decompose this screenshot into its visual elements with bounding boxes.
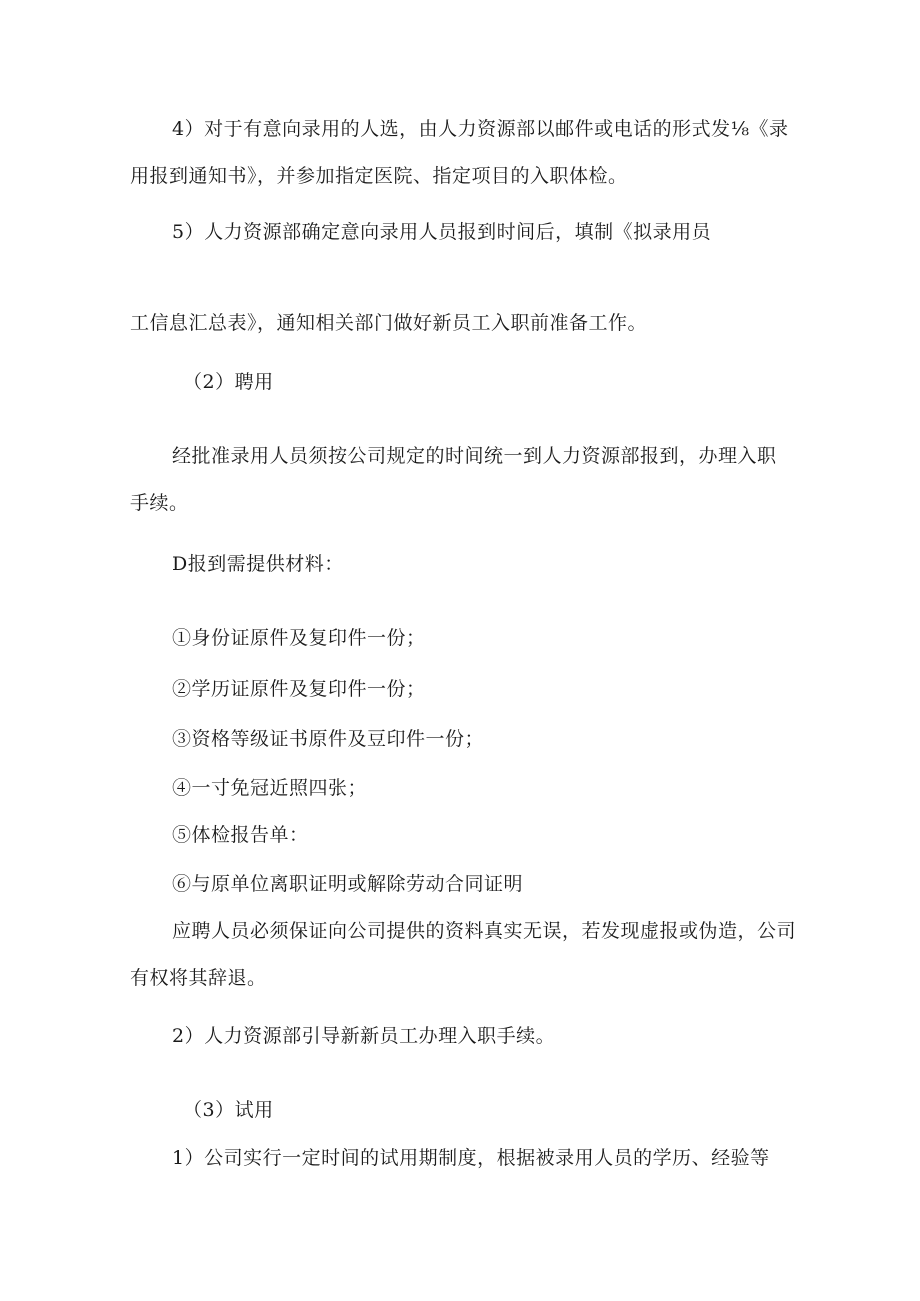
paragraph-4-line-2: 用报到通知书》，并参加指定医院、指定项目的入职体检。 (130, 165, 628, 187)
material-item-qualification: ③资格等级证书原件及豆印件一份； (172, 728, 485, 750)
paragraph-5-line-2: 工信息汇总表》，通知相关部门做好新员工入职前准备工作。 (130, 312, 648, 334)
section-heading-hiring: （2）聘用 (183, 371, 274, 393)
paragraph-authenticity-line-2: 有权将其辞退。 (130, 967, 267, 989)
paragraph-authenticity-line-1: 应聘人员必须保证向公司提供的资料真实无误，若发现虚报或伪造，公司 (172, 920, 797, 942)
material-item-diploma: ②学历证原件及复印件一份； (172, 678, 426, 700)
paragraph-5-line-1: 5）人力资源部确定意向录用人员报到时间后，填制《拟录用员 (172, 221, 712, 243)
materials-heading: D报到需提供材料： (172, 553, 344, 575)
paragraph-onboarding: 2）人力资源部引导新新员工办理入职手续。 (172, 1025, 556, 1047)
paragraph-probation-line-1: 1）公司实行一定时间的试用期制度，根据被录用人员的学历、经验等 (172, 1147, 770, 1169)
material-item-photos: ④一寸免冠近照四张； (172, 777, 368, 799)
section-heading-probation: （3）试用 (183, 1099, 274, 1121)
material-item-medical-report: ⑤体检报告单： (172, 824, 309, 846)
material-item-separation-proof: ⑥与原单位离职证明或解除劳动合同证明 (172, 873, 524, 895)
paragraph-4-line-1: 4）对于有意向录用的人选，由人力资源部以邮件或电话的形式发⅛《录 (172, 118, 789, 140)
material-item-id-card: ①身份证原件及复印件一份； (172, 627, 426, 649)
paragraph-hiring-line-1: 经批准录用人员须按公司规定的时间统一到人力资源部报到，办理入职 (172, 445, 777, 467)
paragraph-hiring-line-2: 手续。 (130, 492, 189, 514)
